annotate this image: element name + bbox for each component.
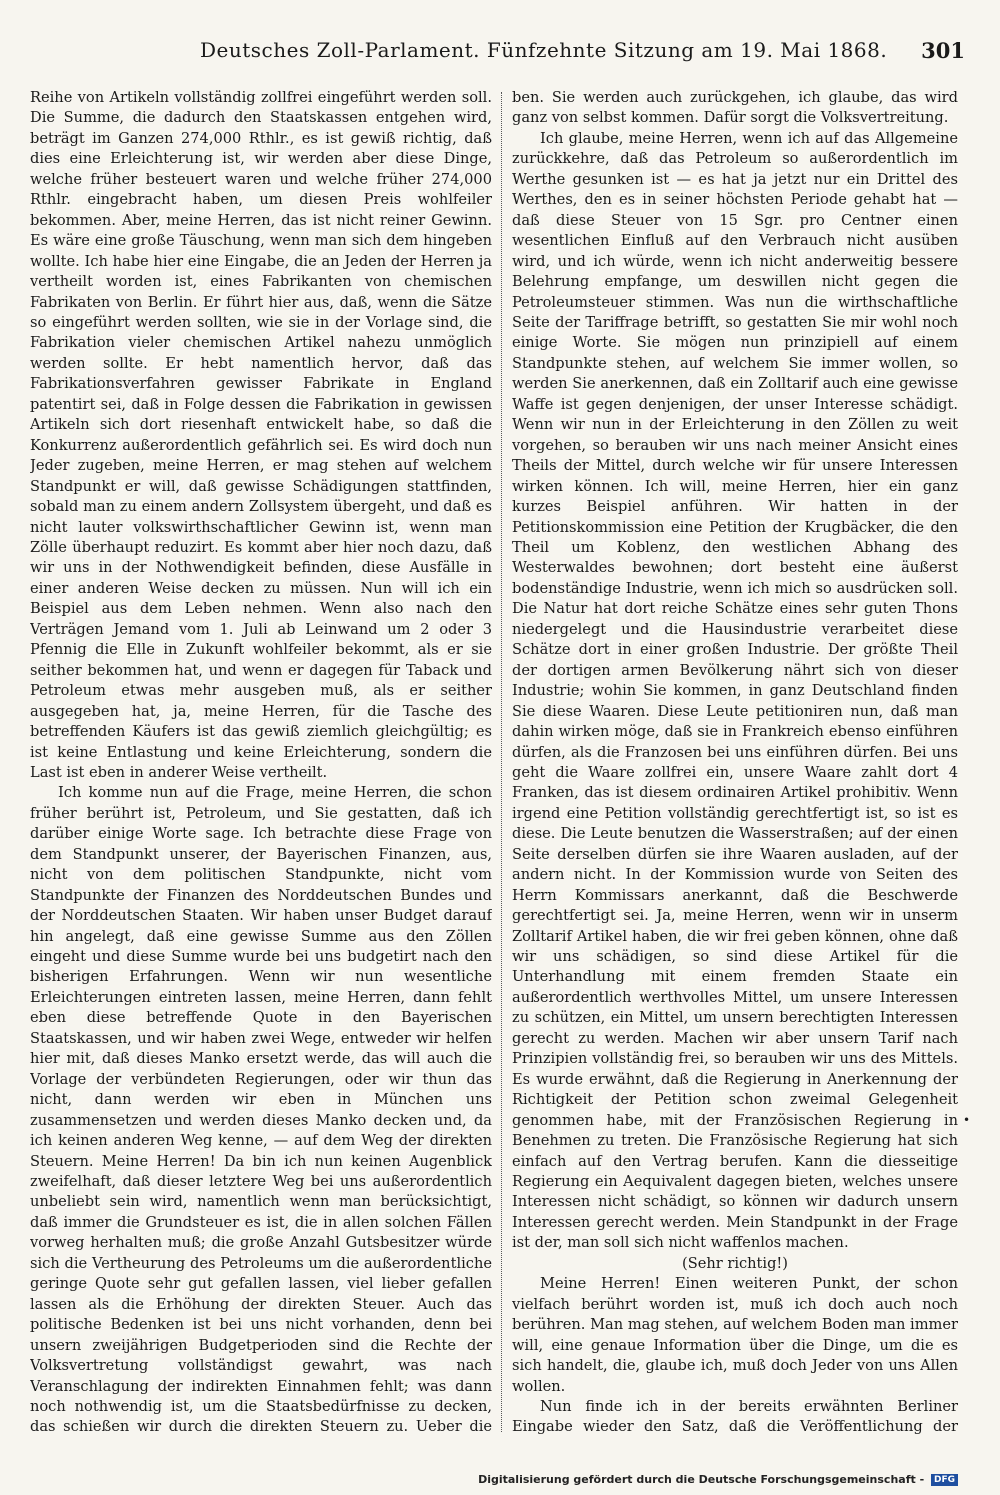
paragraph: Ich glaube, meine Herren, wenn ich auf das Allgemeine zurückkehre, daß das Petroleum so außerordentlich im Werthe gesunken ist — es hat ja jetzt nur ein Drittel des Werthes, den es in seiner höchsten Periode gehabt hat — daß diese Steuer von 15 Sgr. pro Centner einen wesentlichen Einfluß auf den Verbrauch nicht ausüben wird, und ich würde, wenn ich nicht anderweitig bessere Belehrung empfange, um deswillen nicht gegen die Petroleumsteuer stimmen. Was nun die wirthschaftliche Seite der Tariffrage betrifft, so gestatten Sie mir wohl noch einige Worte. Sie mögen nun prinzipiell auf einem Standpunkte stehen, auf welchem Sie immer wollen, so werden Sie anerkennen, daß ein Zolltarif auch eine gewisse Waffe ist gegen denjenigen, der unser Interesse schädigt. Wenn wir nun in der Erleichterung in den Zöllen zu weit vorgehen, so berauben wir uns nach meiner Ansicht eines Theils der Mittel, durch welche wir für unsere Interessen wirken können. Ich will, meine Herren, hier ein ganz kurzes Beispiel anführen. Wir hatten in der Petitionskommission eine Petition der Krugbäcker, die den Theil um Koblenz, den westlichen Abhang des Westerwaldes bewohnen; dort besteht eine äußerst bodenständige Industrie, wenn ich mich so ausdrücken soll. Die Natur hat dort reiche Schätze eines sehr guten Thons niedergelegt und die Hausindustrie verarbeitet diese Schätze dort in einer großen Industrie. Der größte Theil der dortigen armen Bevölkerung nährt sich von dieser Industrie; wohin Sie kommen, in ganz Deutschland finden Sie diese Waaren. Diese Leute petitioniren nun, daß man dahin wirken möge, daß sie in Frankreich ebenso einführen dürfen, als die Franzosen bei uns einführen dürfen. Bei uns geht die Waare zollfrei ein, unsere Waare zahlt dort 4 Franken, das ist diesem ordinairen Artikel prohibitiv. Wenn irgend eine Petition vollständig gerechtfertigt ist, so ist es diese. Die Leute benutzen die Wasserstraßen; auf der einen Seite derselben dürfen sie ihre Waaren ausladen, auf der andern nicht. In der Kommission wurde von Seiten des Herrn Kommissars anerkannt, daß die Beschwerde gerechtfertigt sei. Ja, meine Herren, wenn wir in unserm Zolltarif Artikel haben, die wir frei geben können, ohne daß wir uns schädigen, so sind diese Artikel für die Unterhandlung mit einem fremden Staate ein außerordentlich werthvolles Mittel, um unsere Interessen zu schützen, ein Mittel, um unsern berechtigten Interessen gerecht zu werden. Machen wir aber unsern Tarif nach Prinzipien vollständig frei, so berauben wir uns des Mittels. Es wurde erwähnt, daß die Regierung in Anerkennung der Richtigkeit der Petition schon zweimal Gelegenheit genommen habe, mit der Französischen Regierung in Benehmen zu treten. Die Französische Regierung hat sich einfach auf den Vertrag berufen. Kann die diesseitige Regierung ein Aequivalent dagegen bieten, welches unsere Interessen nicht schädigt, so können wir dadurch unsern Interessen gerecht werden. Mein Standpunkt in der Frage ist der, man soll sich nicht waffenlos machen. [512, 129, 958, 1252]
paragraph: Nun finde ich in der bereits erwähnten Berliner Eingabe wieder den Satz, daß die Veröffentlichung der [512, 1398, 958, 1436]
column-divider [501, 92, 502, 1432]
paragraph: Meine Herren! Einen weiteren Punkt, der schon vielfach berührt worden ist, muß ich doch auch noch berühren. Man mag stehen, auf welchem Boden man immer will, eine genaue Information über die Dinge, um die es sich handelt, die, glaube ich, muß doch Jeder von uns Allen wollen. [512, 1275, 958, 1395]
paragraph: Reihe von Artikeln vollständig zollfrei eingeführt werden soll. Die Summe, die dadurch den Staatskassen entgehen wird, beträgt im Ganzen 274,000 Rthlr., es ist gewiß richtig, daß dies eine Erleichterung ist, wir werden aber diese Dinge, welche früher besteuert waren und welche früher 274,000 Rthlr. eingebracht haben, um diesen Preis wohlfeiler bekommen. Aber, meine Herren, das ist nicht reiner Gewinn. Es wäre eine große Täuschung, wenn man sich dem hingeben wollte. Ich habe hier eine Eingabe, die an Jeden der Herren ja vertheilt worden ist, eines Fabrikanten von chemischen Fabrikaten von Berlin. Er führt hier aus, daß, wenn die Sätze so eingeführt werden sollten, wie sie in der Vorlage sind, die Fabrikation vieler chemischen Artikel nahezu unmöglich werden sollte. Er hebt namentlich hervor, daß das Fabrikationsverfahren gewisser Fabrikate in England patentirt sei, daß in Folge dessen die Fabrikation in gewissen Artikeln sich dort riesenhaft entwickelt habe, so daß die Konkurrenz außerordentlich gefährlich sei. Es wird doch nun Jeder zugeben, meine Herren, er mag stehen auf welchem Standpunkt er will, daß gewisse Schädigungen stattfinden, sobald man zu einem andern Zollsystem übergeht, und daß es nicht lauter volkswirthschaftlicher Gewinn ist, wenn man Zölle überhaupt reduzirt. Es kommt aber hier noch dazu, daß wir uns in der Nothwendigkeit befinden, diese Ausfälle in einer anderen Weise decken zu müssen. Nun will ich ein Beispiel aus dem Leben nehmen. Wenn also nach den Verträgen Jemand vom 1. Juli ab Leinwand um 2 oder 3 Pfennig die Elle in Zukunft wohlfeiler bekommt, als er sie seither bekommen hat, und wenn er dagegen für Taback und Petroleum etwas mehr ausgeben muß, als er seither ausgegeben hat, ja, meine Herren, für die Tasche des betreffenden Käufers ist das gewiß ziemlich gleichgültig; es ist keine Entlastung und keine Erleichterung, sondern die Last ist eben in anderer Weise vertheilt. [30, 89, 492, 781]
paragraph: Ich komme nun auf die Frage, meine Herren, die schon früher berührt ist, Petroleum, und Sie gestatten, daß ich darüber einige Worte sage. Ich betrachte diese Frage von dem Standpunkt unserer, der Bayerischen Finanzen, aus, nicht von dem politischen Standpunkte, nicht vom Standpunkte der Finanzen des Norddeutschen Bundes und der Norddeutschen Staaten. Wir haben unser Budget darauf hin angelegt, daß eine gewisse Summe aus den Zöllen eingeht und diese Summe wurde bei uns budgetirt nach den bisherigen Erfahrungen. Wenn wir nun wesentliche Erleichterungen eintreten lassen, meine Herren, dann fehlt eben diese betreffende Quote in den Bayerischen Staatskassen, und wir haben zwei Wege, entweder wir helfen hier mit, daß dieses Manko ersetzt werde, das will auch die Vorlage der verbündeten Regierungen, oder wir thun das nicht, dann werden wir eben in München uns zusammensetzen und werden dieses Manko decken und, da ich keinen anderen Weg kenne, — auf dem Weg der direkten Steuern. Meine Herren! Da bin ich nun keinen Augenblick zweifelhaft, daß dieser letztere Weg bei uns außerordentlich unbeliebt sein wird, namentlich wenn man berücksichtigt, daß immer die Grundsteuer es ist, die in allen solchen Fällen vorweg herhalten muß; die große Anzahl Gutsbesitzer würde sich die Vertheurung des Petroleums um die außerordentliche geringe Quote sehr gut gefallen lassen, viel lieber gefallen lassen als die Erhöhung der direkten Steuer. Auch das politische Bedenken ist bei uns nicht vorhanden, denn bei unsern zweijährigen Budgetperioden sind die Rechte der Volksvertretung vollständigst gewahrt, was nach Veranschlagung der indirekten Einnahmen fehlt; was dann noch nothwendig ist, um die Staatsbedürfnisse zu decken, das schießen wir durch die direkten Steuern zu. Ueber die [30, 784, 492, 1436]
dfg-logo: DFG [931, 1474, 958, 1486]
footer-credit [478, 1473, 958, 1486]
left-column [30, 88, 492, 1438]
margin-mark: • [963, 1113, 971, 1127]
page-header [30, 8, 965, 68]
right-column [512, 88, 958, 1438]
interjection: (Sehr richtig!) [682, 1254, 788, 1272]
paragraph: ben. Sie werden auch zurückgehen, ich glaube, das wird ganz von selbst kommen. Dafür sorgt die Volksvertreitung. [512, 89, 958, 127]
page-number: 301 [921, 38, 965, 63]
footer-text: Digitalisierung gefördert durch die Deutsche Forschungsgemeinschaft - [478, 1473, 925, 1486]
running-title: Deutsches Zoll-Parlament. Fünfzehnte Sitzung am 19. Mai 1868. [200, 38, 888, 62]
